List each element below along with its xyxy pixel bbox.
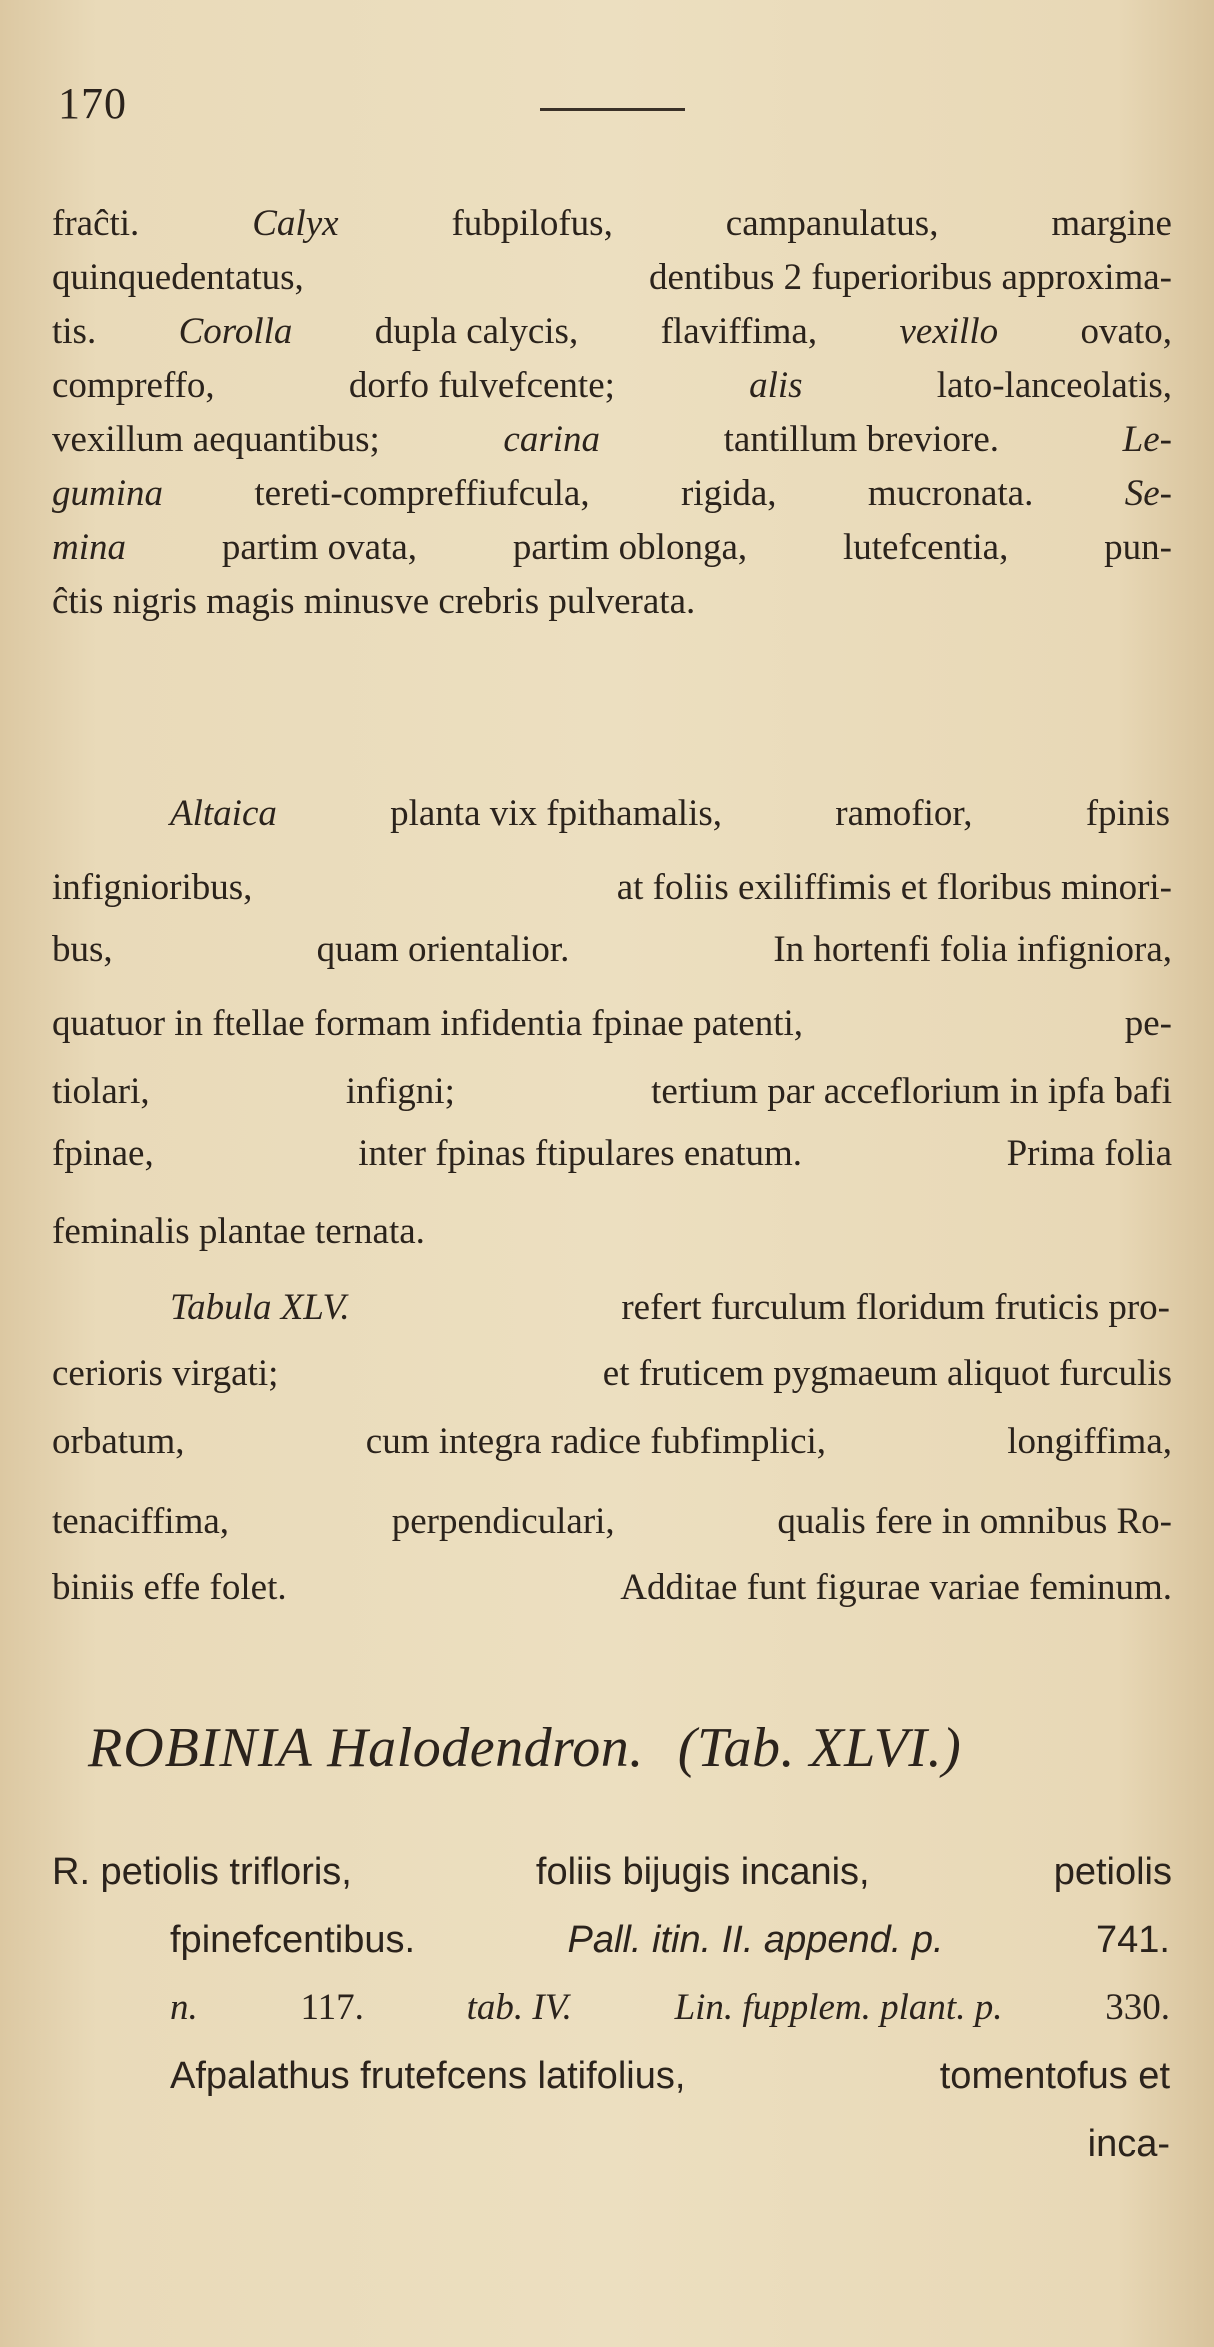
term-legumina-end: gumina	[52, 473, 163, 514]
text-segment: fubpilofus,	[451, 203, 613, 244]
description-line	[52, 1848, 1172, 1896]
text-segment: dentibus 2 fuperioribus approxima-	[648, 257, 1172, 298]
text-segment: tenaciffima,	[52, 1501, 230, 1542]
description-line	[170, 2052, 1170, 2100]
text-segment: et fruticem pygmaeum aliquot furculis	[602, 1353, 1172, 1394]
text-line	[52, 1564, 1172, 1612]
text-segment: 117.	[300, 1987, 364, 2028]
text-segment: biniis effe folet.	[52, 1567, 287, 1608]
term-semina-start: Se-	[1124, 473, 1172, 514]
text-segment: compreffo,	[52, 365, 215, 406]
text-segment: partim oblonga,	[512, 527, 748, 568]
term-carina: carina	[503, 419, 601, 460]
text-segment: mucronata.	[867, 473, 1034, 514]
text-segment: In hortenfi folia infigniora,	[773, 929, 1172, 970]
header-rule	[540, 108, 685, 111]
text-line	[170, 790, 1170, 838]
text-segment: pe-	[1124, 1003, 1172, 1044]
text-segment: rigida,	[680, 473, 777, 514]
text-segment: n.	[170, 1987, 198, 2028]
text-segment: fraĉti.	[52, 203, 140, 244]
term-altaica: Altaica	[170, 793, 277, 834]
text-segment: ovato,	[1080, 311, 1172, 352]
text-segment: 741.	[1096, 1919, 1170, 1961]
text-line	[52, 926, 1172, 974]
text-segment: bus,	[52, 929, 113, 970]
text-segment: refert furculum floridum fruticis pro-	[621, 1287, 1170, 1328]
text-segment: tertium par acceflorium in ipfa bafi	[651, 1071, 1172, 1112]
text-segment: pun-	[1104, 527, 1172, 568]
term-vexillo: vexillo	[899, 311, 999, 352]
term-corolla: Corolla	[178, 311, 293, 352]
citation-tab: tab. IV.	[466, 1987, 572, 2028]
text-line	[52, 864, 1172, 912]
text-line	[52, 254, 1172, 302]
genus-name: ROBINIA	[88, 1717, 313, 1779]
text-segment: partim ovata,	[221, 527, 418, 568]
description-line	[170, 1984, 1170, 2032]
term-calyx: Calyx	[252, 203, 339, 244]
term-legumina-start: Le-	[1122, 419, 1172, 460]
text-segment: tomentofus et	[939, 2055, 1170, 2097]
text-segment: perpendiculari,	[391, 1501, 615, 1542]
text-segment: fpinis	[1085, 793, 1170, 834]
text-segment: tereti-compreffiufcula,	[254, 473, 590, 514]
species-epithet: Halodendron.	[327, 1717, 644, 1779]
text-segment: campanulatus,	[725, 203, 939, 244]
text-segment: tis.	[52, 311, 97, 352]
text-line	[52, 308, 1172, 356]
term-semina-end: mina	[52, 527, 126, 568]
text-line	[52, 362, 1172, 410]
text-line	[52, 470, 1172, 518]
text-segment: infignioribus,	[52, 867, 253, 908]
text-segment: fpinae,	[52, 1133, 154, 1174]
text-segment: ĉtis nigris magis minusve crebris pulverata.	[52, 581, 696, 622]
text-segment: longiffima,	[1007, 1421, 1172, 1462]
text-line	[52, 1350, 1172, 1398]
text-segment: lutefcentia,	[842, 527, 1009, 568]
text-segment: quatuor in ftellae formam infidentia fpinae patenti,	[52, 1003, 804, 1044]
text-line	[52, 1418, 1172, 1466]
text-segment: inter fpinas ftipulares enatum.	[358, 1133, 803, 1174]
text-segment: at foliis exiliffimis et floribus minori-	[616, 867, 1172, 908]
text-segment: cerioris virgati;	[52, 1353, 279, 1394]
text-segment: ramofior,	[835, 793, 973, 834]
text-segment: R. petiolis trifloris,	[52, 1851, 352, 1893]
text-segment: lato-lanceolatis,	[936, 365, 1172, 406]
text-segment: quam orientalior.	[316, 929, 570, 970]
text-segment: flaviffima,	[660, 311, 818, 352]
text-line	[52, 1208, 1172, 1256]
text-segment: vexillum aequantibus;	[52, 419, 380, 460]
plate-reference: Tabula XLV.	[170, 1287, 350, 1328]
text-segment: foliis bijugis incanis,	[535, 1851, 870, 1893]
text-segment: dorfo fulvefcente;	[348, 365, 615, 406]
text-segment: planta vix fpithamalis,	[390, 793, 723, 834]
text-segment: orbatum,	[52, 1421, 185, 1462]
catchword: inca-	[1087, 2123, 1170, 2165]
text-segment: tiolari,	[52, 1071, 150, 1112]
text-segment: margine	[1051, 203, 1172, 244]
text-segment: Afpalathus frutefcens latifolius,	[170, 2055, 686, 2097]
text-line	[170, 1284, 1170, 1332]
text-line	[52, 1498, 1172, 1546]
text-segment: qualis fere in omnibus Ro-	[777, 1501, 1172, 1542]
text-segment: Additae funt figurae variae feminum.	[620, 1567, 1172, 1608]
text-segment: Prima folia	[1006, 1133, 1172, 1174]
text-line	[52, 578, 1172, 626]
page-number: 170	[58, 79, 127, 128]
plate-label: (Tab. XLVI.)	[677, 1717, 962, 1779]
text-segment: 330.	[1105, 1987, 1170, 2028]
text-line	[52, 416, 1172, 464]
text-segment: tantillum breviore.	[723, 419, 1000, 460]
text-segment: petiolis	[1053, 1851, 1172, 1893]
text-line	[52, 1000, 1172, 1048]
text-segment: infigni;	[345, 1071, 455, 1112]
text-segment: dupla calycis,	[374, 311, 579, 352]
text-segment: quinquedentatus,	[52, 257, 304, 298]
text-segment: cum integra radice fubfimplici,	[365, 1421, 827, 1462]
species-heading	[88, 1716, 961, 1780]
text-segment: feminalis plantae ternata.	[52, 1211, 425, 1252]
description-line	[170, 1916, 1170, 1964]
text-segment: fpinefcentibus.	[170, 1919, 416, 1961]
citation-linnaeus: Lin. fupplem. plant. p.	[674, 1987, 1003, 2028]
text-line	[52, 524, 1172, 572]
text-line	[52, 1130, 1172, 1178]
text-line	[52, 200, 1172, 248]
text-line	[52, 1068, 1172, 1116]
citation-pallas: Pall. itin. II. append. p.	[567, 1919, 944, 1961]
term-alis: alis	[749, 365, 803, 406]
